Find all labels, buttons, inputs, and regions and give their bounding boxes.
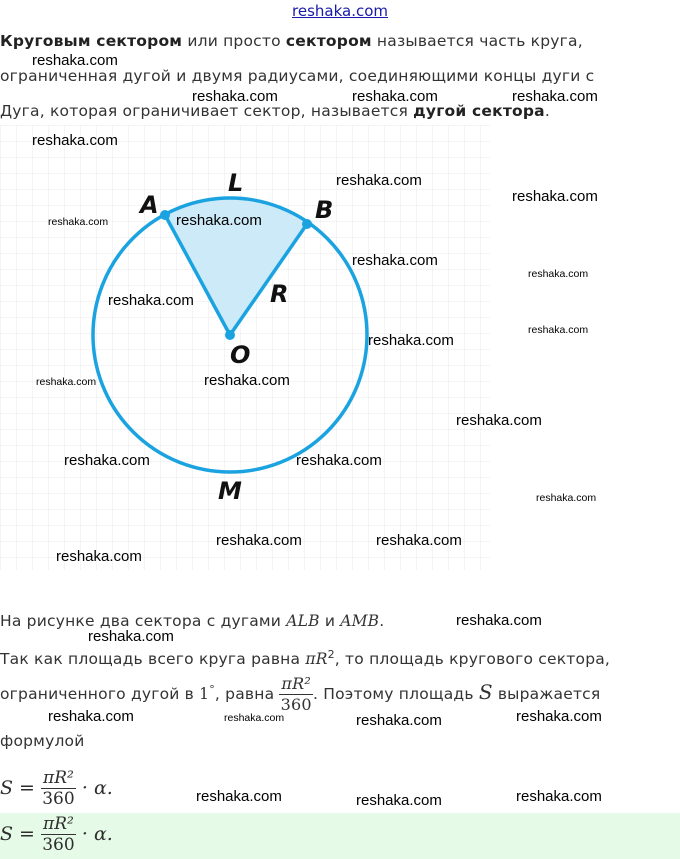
intro-text: или просто bbox=[182, 32, 286, 50]
circle-area-sentence bbox=[0, 648, 610, 668]
watermark: reshaka.com bbox=[48, 216, 109, 228]
watermark: reshaka.com bbox=[536, 492, 597, 504]
fraction-denominator: 360 bbox=[280, 695, 312, 714]
degree-value: 1 bbox=[199, 685, 210, 703]
formula-fraction bbox=[41, 768, 76, 809]
intro-text: называется часть круга, bbox=[371, 32, 583, 50]
body-text: . bbox=[379, 612, 385, 630]
label-R: R bbox=[270, 280, 289, 308]
watermark: reshaka.com bbox=[224, 712, 285, 724]
watermark: reshaka.com bbox=[176, 212, 262, 229]
watermark: reshaka.com bbox=[352, 252, 438, 269]
watermark: reshaka.com bbox=[296, 452, 382, 469]
degree-symbol: ° bbox=[209, 682, 215, 696]
watermark: reshaka.com bbox=[456, 612, 542, 629]
point-B bbox=[302, 219, 312, 229]
term-sector-arc: дугой сектора bbox=[413, 102, 545, 120]
fraction-piR2-360 bbox=[279, 674, 313, 715]
watermark: reshaka.com bbox=[512, 188, 598, 205]
intro-text: Дуга, которая ограничивает сектор, называется bbox=[0, 102, 414, 120]
pi-symbol: π bbox=[305, 650, 316, 669]
formula-rhs: · α. bbox=[81, 823, 113, 845]
term-circular-sector: Круговым сектором bbox=[0, 32, 183, 50]
watermark: reshaka.com bbox=[528, 324, 589, 336]
area-symbol: S bbox=[478, 680, 493, 704]
body-text: На рисунке два сектора с дугами bbox=[0, 612, 287, 630]
formula-lhs: S = bbox=[0, 823, 35, 845]
exponent: 2 bbox=[327, 648, 335, 661]
formula-fraction bbox=[41, 814, 76, 855]
watermark: reshaka.com bbox=[64, 452, 150, 469]
label-L: L bbox=[228, 169, 244, 197]
watermark: reshaka.com bbox=[516, 708, 602, 725]
fraction-numerator: πR² bbox=[281, 674, 311, 693]
body-text: , то площадь кругового сектора, bbox=[334, 650, 611, 669]
watermark: reshaka.com bbox=[56, 548, 142, 565]
watermark: reshaka.com bbox=[216, 532, 302, 549]
watermark: reshaka.com bbox=[356, 712, 442, 729]
watermark: reshaka.com bbox=[512, 88, 598, 105]
watermark: reshaka.com bbox=[352, 88, 438, 105]
watermark: reshaka.com bbox=[108, 292, 194, 309]
formula-rhs: · α. bbox=[81, 777, 113, 799]
formula-intro: формулой bbox=[0, 732, 85, 750]
watermark: reshaka.com bbox=[192, 88, 278, 105]
body-text: выражается bbox=[492, 685, 601, 703]
watermark: reshaka.com bbox=[196, 788, 282, 805]
intro-line-2: ограниченная дугой и двумя радиусами, соединяющими концы дуги с bbox=[0, 67, 595, 85]
label-B: B bbox=[315, 196, 334, 224]
sectors-sentence bbox=[0, 612, 384, 630]
intro-line-1 bbox=[0, 32, 583, 50]
formula-numerator: πR² bbox=[43, 768, 74, 788]
watermark: reshaka.com bbox=[36, 376, 97, 388]
arc-AMB: AMB bbox=[340, 612, 380, 630]
watermark: reshaka.com bbox=[516, 788, 602, 805]
watermark: reshaka.com bbox=[368, 332, 454, 349]
watermark: reshaka.com bbox=[48, 708, 134, 725]
formula-lhs: S = bbox=[0, 777, 35, 799]
watermark: reshaka.com bbox=[204, 372, 290, 389]
formula-numerator: πR² bbox=[43, 814, 74, 834]
watermark: reshaka.com bbox=[32, 132, 118, 149]
point-O bbox=[225, 330, 235, 340]
site-link[interactable]: reshaka.com bbox=[292, 2, 388, 20]
formula-denominator: 360 bbox=[42, 789, 75, 809]
watermark: reshaka.com bbox=[376, 532, 462, 549]
body-text: ограниченного дугой в bbox=[0, 685, 200, 703]
watermark: reshaka.com bbox=[336, 172, 422, 189]
watermark: reshaka.com bbox=[356, 792, 442, 809]
label-O: O bbox=[230, 341, 251, 369]
watermark: reshaka.com bbox=[32, 52, 118, 69]
watermark: reshaka.com bbox=[456, 412, 542, 429]
watermark: reshaka.com bbox=[528, 268, 589, 280]
term-sector: сектором bbox=[285, 32, 372, 50]
label-A: A bbox=[140, 191, 159, 219]
arc-ALB: ALB bbox=[286, 612, 320, 630]
body-text: и bbox=[319, 612, 341, 630]
radius-symbol: R bbox=[315, 650, 328, 669]
watermark: reshaka.com bbox=[88, 628, 174, 645]
highlighted-formula bbox=[0, 814, 113, 855]
formula-denominator: 360 bbox=[42, 835, 75, 855]
body-text: Так как площадь всего круга равна bbox=[0, 650, 306, 669]
point-A bbox=[160, 210, 170, 220]
body-text: , равна bbox=[214, 685, 280, 703]
label-M: M bbox=[218, 477, 242, 505]
body-text: . Поэтому площадь bbox=[313, 685, 479, 703]
intro-text: . bbox=[544, 102, 550, 120]
sector-area-formula bbox=[0, 768, 113, 809]
